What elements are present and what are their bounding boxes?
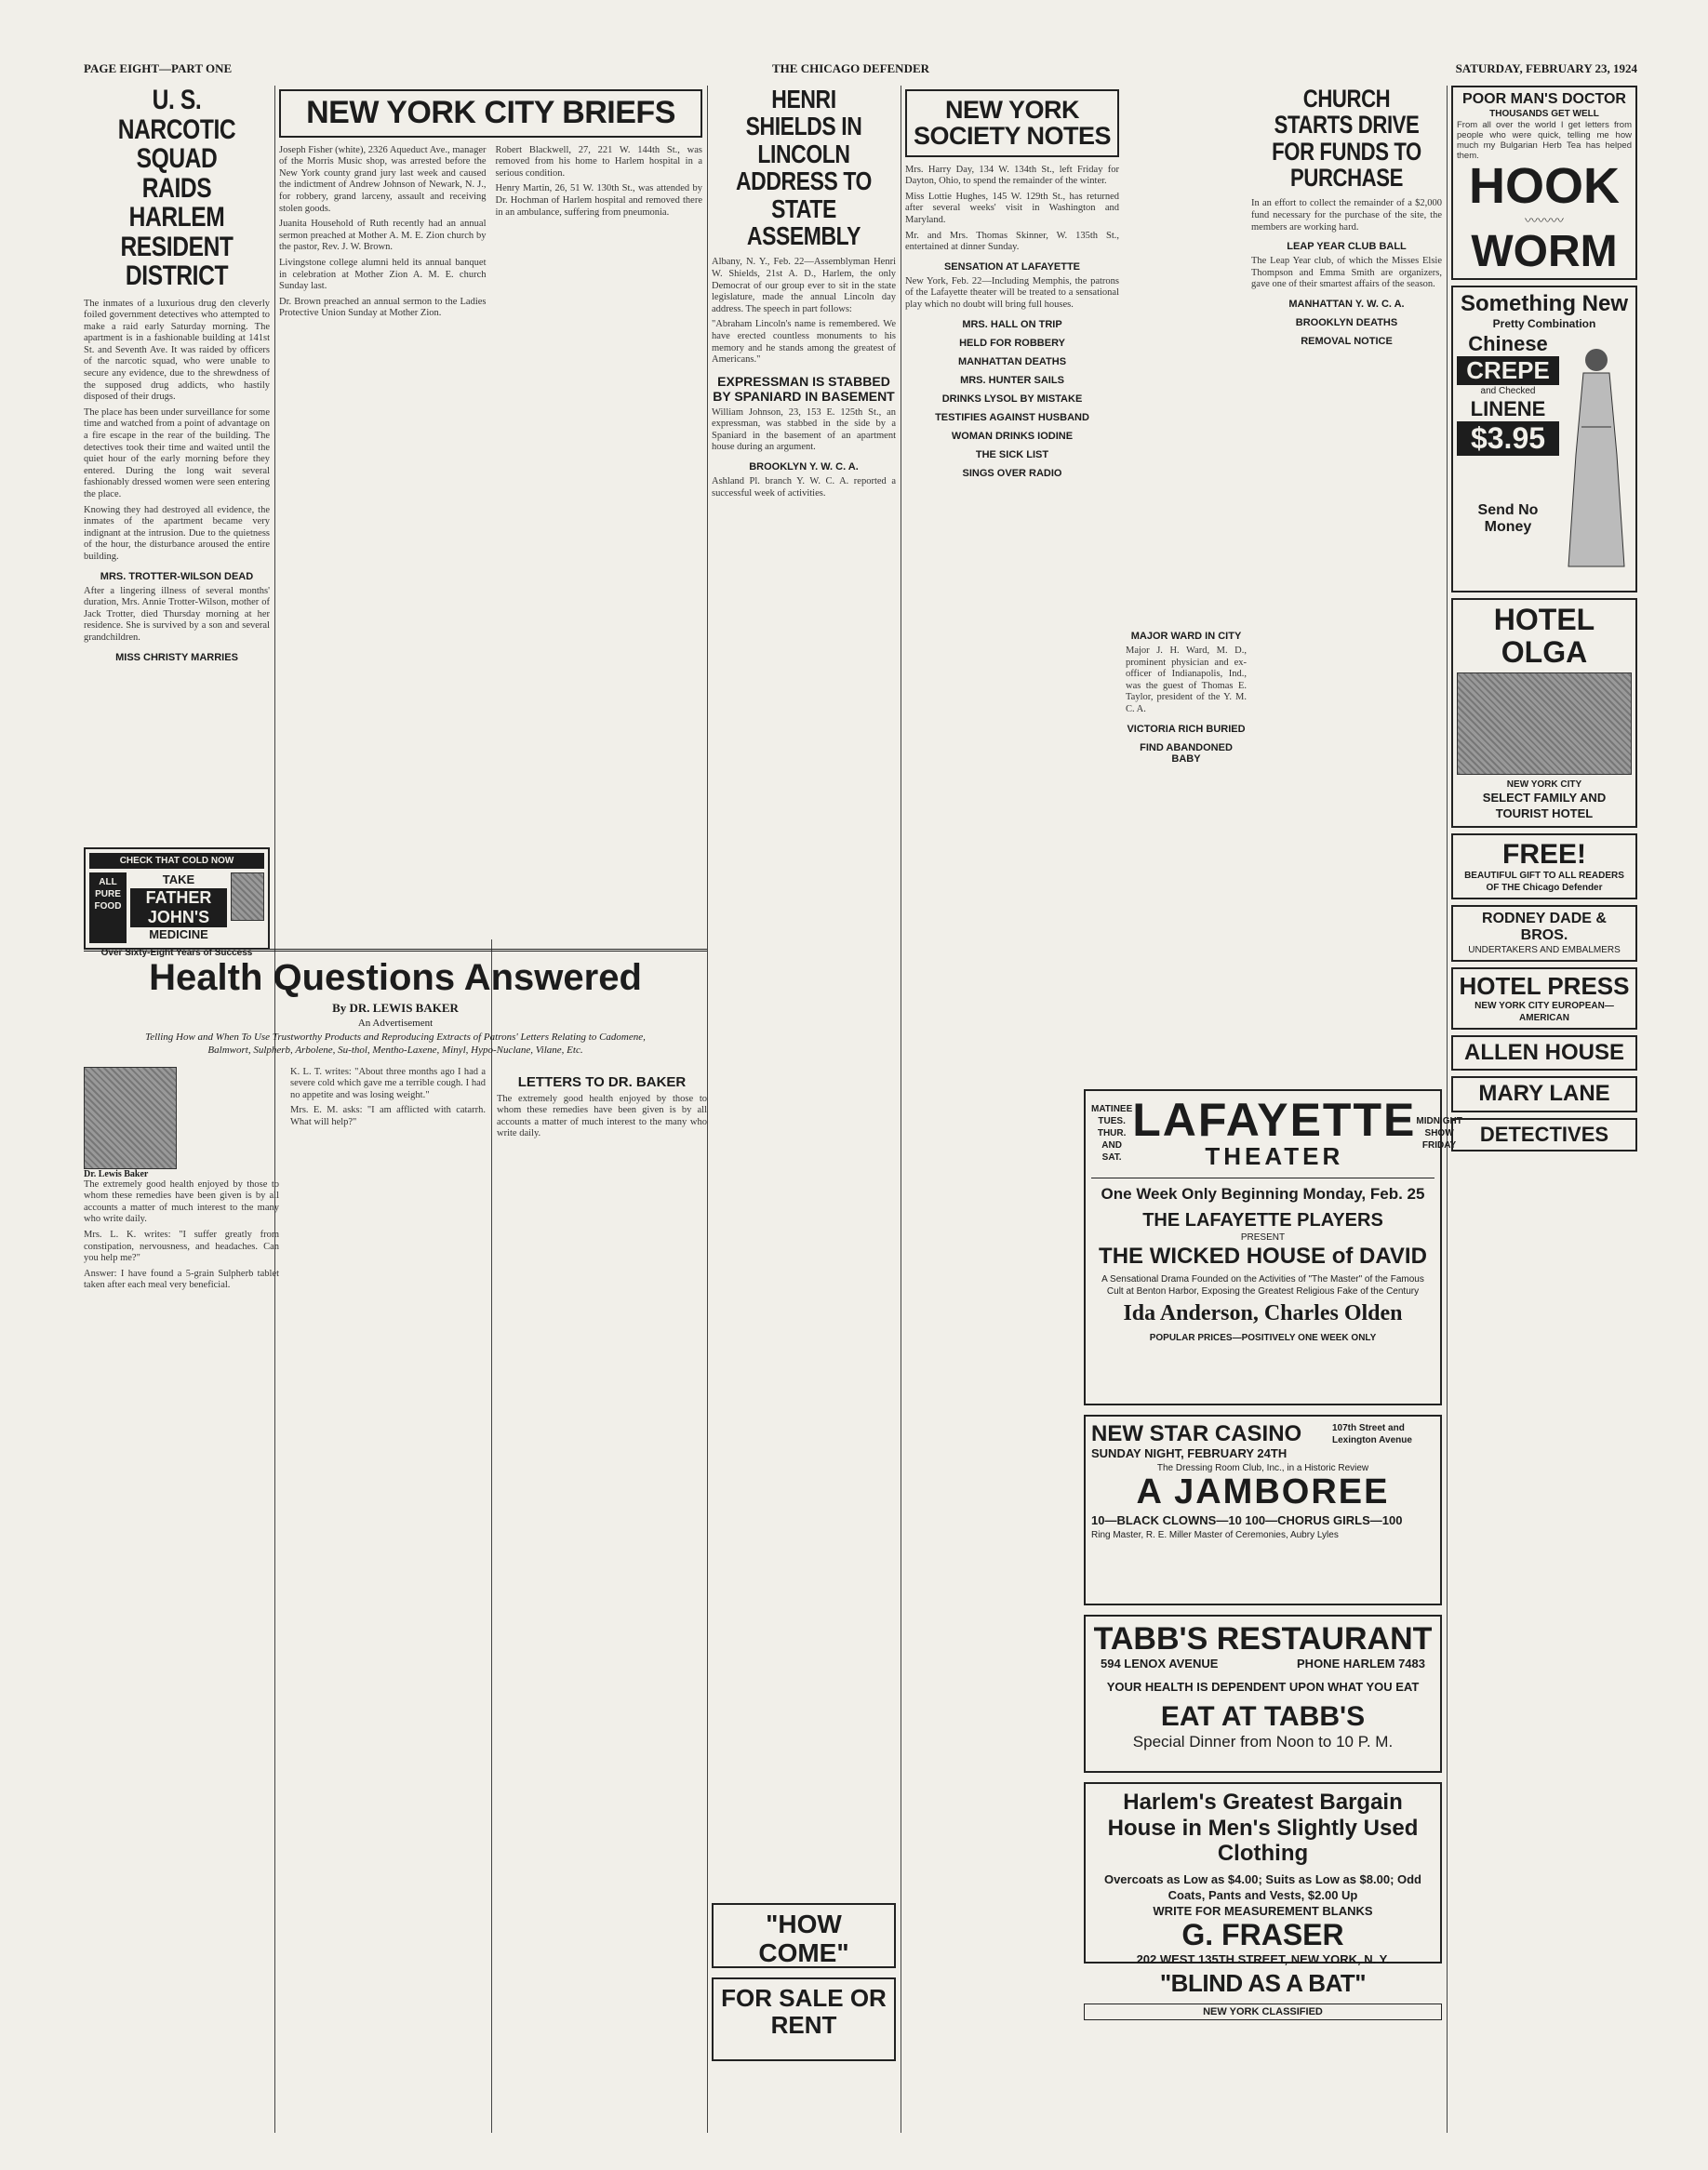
doctor-portrait xyxy=(84,1067,177,1169)
article-text: Mrs. L. K. writes: "I suffer greatly from constipation, nervousness, and headaches. Can you help me?" xyxy=(84,1229,279,1264)
subhead: MANHATTAN Y. W. C. A. xyxy=(1288,298,1405,310)
subhead: WOMAN DRINKS IODINE xyxy=(951,430,1074,442)
subhead: TESTIFIES AGAINST HUSBAND xyxy=(935,411,1089,423)
hotel-sub: SELECT FAMILY AND TOURIST HOTEL xyxy=(1482,791,1607,821)
midnight-info: MIDNIGHT SHOW FRIDAY xyxy=(1416,1115,1462,1151)
ad-text: Send No Money xyxy=(1477,501,1539,535)
box-title: "HOW COME" xyxy=(758,1910,849,1967)
restaurant-special: Special Dinner from Noon to 10 P. M. xyxy=(1132,1733,1394,1751)
subhead: HELD FOR ROBBERY xyxy=(959,337,1065,349)
how-come-box xyxy=(712,1903,896,1968)
article-text: In an effort to collect the remainder of a $2,000 fund necessary for the purchase of the site, the members are working hard. xyxy=(1251,198,1442,233)
article-text: "Abraham Lincoln's name is remembered. We have erected countless monuments to his memory and he stands among the greatest of Americans." xyxy=(712,319,896,366)
subhead: VICTORIA RICH BURIED xyxy=(1127,723,1246,735)
ad-title: POOR MAN'S DOCTOR xyxy=(1462,91,1626,107)
column-rule xyxy=(1447,86,1448,2133)
fraser-prices: Overcoats as Low as $4.00; Suits as Low as $8.00; Odd Coats, Pants and Vests, $2.00 Up xyxy=(1103,1871,1422,1902)
subhead: MRS. TROTTER-WILSON DEAD xyxy=(100,570,254,582)
star-casino-ad xyxy=(1084,1415,1442,1605)
blind-as-a-bat-headline: "BLIND AS A BAT" xyxy=(1159,1969,1367,1997)
allen-house-ad xyxy=(1451,1035,1637,1071)
ad-body: From all over the world I get letters from people who were quick, telling me how much my Bulgarian Herb Tea has helped them. xyxy=(1457,120,1632,161)
fraser-name: G. FRASER xyxy=(1181,1918,1344,1952)
headline-nyc-briefs: NEW YORK CITY BRIEFS xyxy=(279,89,702,138)
column-6 xyxy=(1251,86,1442,1062)
hotel-name: HOTEL OLGA xyxy=(1493,603,1595,670)
subhead: REMOVAL NOTICE xyxy=(1301,335,1393,347)
column-5-lower xyxy=(905,1414,1077,2133)
subhead: MANHATTAN DEATHS xyxy=(957,355,1067,367)
subhead: THE SICK LIST xyxy=(975,448,1049,460)
hook-word: HOOK xyxy=(1469,158,1620,214)
ad-text: Pretty Combination xyxy=(1492,317,1596,330)
health-questions-section xyxy=(84,949,707,2130)
ad-text: LINENE xyxy=(1470,396,1546,420)
masthead xyxy=(84,61,1637,86)
page-label: PAGE EIGHT—PART ONE xyxy=(84,61,233,75)
casino-presents: The Dressing Room Club, Inc., in a Historic Review xyxy=(1156,1463,1369,1474)
ad-text: UNDERTAKERS AND EMBALMERS xyxy=(1468,945,1621,956)
column-3 xyxy=(712,86,896,2133)
article-text: William Johnson, 23, 153 E. 125th St., an expressman, was stabbed in the side by a Spaniard in the basement of an apartment house during an argument. xyxy=(712,406,896,453)
subhead: DRINKS LYSOL BY MISTAKE xyxy=(941,393,1083,405)
article-text: Miss Lottie Hughes, 145 W. 129th St., has returned after several weeks' visit in Washington and Maryland. xyxy=(905,191,1119,226)
headline-shields: HENRI SHIELDS IN LINCOLN ADDRESS TO STATE ASSEMBLY xyxy=(735,86,873,250)
subhead: MRS. HALL ON TRIP xyxy=(962,318,1062,330)
ad-text: Chinese xyxy=(1468,331,1548,355)
ad-text: CREPE xyxy=(1457,356,1559,385)
run-dates: One Week Only Beginning Monday, Feb. 25 xyxy=(1091,1178,1434,1205)
article-text: Dr. Brown preached an annual sermon to the Ladies Protective Union Sunday at Mother Zion. xyxy=(279,296,487,319)
subhead: MRS. HUNTER SAILS xyxy=(960,374,1064,386)
column-7 xyxy=(1451,86,1637,2133)
present-label: PRESENT xyxy=(1240,1231,1286,1243)
theater-label: THEATER xyxy=(1205,1142,1344,1170)
classified-heading: NEW YORK CLASSIFIED xyxy=(1084,2004,1442,2020)
restaurant-eat: EAT AT TABB'S xyxy=(1160,1701,1366,1733)
prices: POPULAR PRICES—POSITIVELY ONE WEEK ONLY xyxy=(1149,1332,1377,1343)
lower-news xyxy=(1084,1967,1442,2125)
article-text: Joseph Fisher (white), 2326 Aqueduct Ave., manager of the Morris Music shop, was arrested before the New York county grand jury last week and caused the indictment of Andrew Johnson of Newark, N. J., for robbery, grand larceny, assault and receiving stolen goods. xyxy=(279,144,487,214)
article-text: The extremely good health enjoyed by those to whom these remedies have been given is by all accounts a matter of much interest to the many who write daily. xyxy=(84,1178,279,1225)
restaurant-name: TABB'S RESTAURANT xyxy=(1093,1621,1433,1657)
letters-heading: LETTERS TO DR. BAKER xyxy=(517,1073,687,1090)
play-title: THE WICKED HOUSE of DAVID xyxy=(1099,1243,1427,1269)
ad-text: Over Sixty-Eight Years of Success xyxy=(100,947,253,958)
article-text: The extremely good health enjoyed by those to whom these remedies have been given is by all accounts a matter of much interest to the many who write daily. xyxy=(497,1093,707,1139)
column-1 xyxy=(84,86,270,923)
ad-text: CHECK THAT COLD NOW xyxy=(89,853,264,869)
article-text: Answer: I have found a 5-grain Sulpherb tablet taken after each meal very beneficial. xyxy=(84,1268,279,1291)
chinese-crepe-ad xyxy=(1451,286,1637,592)
casino-name: NEW STAR CASINO xyxy=(1091,1421,1302,1446)
article-text: The place has been under surveillance for some time and watched from a point of advantage on a fire escape in the rear of the building. The detectives took their time and waited until the quiet hour of the early morning before they entered. During the long wait several fashionably dressed women were seen entering the place. xyxy=(84,406,270,499)
lafayette-theater-ad xyxy=(1084,1089,1462,1405)
article-text: Mr. and Mrs. Thomas Skinner, W. 135th St., entertained at dinner Sunday. xyxy=(905,230,1119,253)
subhead: FIND ABANDONED BABY xyxy=(1140,741,1233,765)
tabbs-restaurant-ad xyxy=(1084,1615,1442,1773)
article-text: Knowing they had destroyed all evidence, the inmates of the apartment became very indignant at the intrusion. Due to the quietness of the hour, the disturbance aroused the entire building. xyxy=(84,504,270,562)
subhead: SENSATION AT LAFAYETTE xyxy=(943,260,1081,273)
article-text: Livingstone college alumni held its annual banquet in celebration at Mother Zion A. M. E. church Sunday last. xyxy=(279,258,487,292)
free-sub: BEAUTIFUL GIFT TO ALL READERS OF THE Chicago Defender xyxy=(1464,871,1624,894)
article-text: K. L. T. writes: "About three months ago I had a severe cold which gave me a terrible cough. I had no appetite and was losing weight." xyxy=(290,1066,486,1100)
detectives-ad xyxy=(1451,1118,1637,1152)
health-byline: By DR. LEWIS BAKER xyxy=(332,1001,459,1015)
poor-mans-doctor-ad xyxy=(1451,86,1637,280)
paper-name: THE CHICAGO DEFENDER xyxy=(772,61,930,75)
worm-icon: 〰〰〰 xyxy=(1525,213,1564,228)
ad-brand: FATHER JOHN'S xyxy=(130,888,227,927)
bottle-image xyxy=(231,872,264,921)
stars: Ida Anderson, Charles Olden xyxy=(1123,1300,1403,1325)
subhead: MAJOR WARD IN CITY xyxy=(1130,631,1242,642)
free-gift-ad xyxy=(1451,833,1637,899)
box-title: FOR SALE OR RENT xyxy=(721,1984,887,2039)
article-text: Mrs. Harry Day, 134 W. 134th St., left Friday for Dayton, Ohio, to spend the remainder of the winter. xyxy=(905,164,1119,187)
fraser-clothing-ad xyxy=(1084,1782,1442,1964)
article-text: Robert Blackwell, 27, 221 W. 144th St., was removed from his home to Harlem hospital in a serious condition. xyxy=(495,144,702,179)
ad-text: ALL PURE FOOD xyxy=(89,872,127,943)
restaurant-tagline: YOUR HEALTH IS DEPENDENT UPON WHAT YOU EAT xyxy=(1106,1680,1420,1695)
ad-title: RODNEY DADE & BROS. xyxy=(1482,911,1607,944)
ad-title: MARY LANE xyxy=(1478,1081,1610,1107)
subhead: MISS CHRISTY MARRIES xyxy=(115,651,238,663)
hotel-olga-ad xyxy=(1451,598,1637,828)
ad-title: ALLEN HOUSE xyxy=(1463,1039,1624,1065)
hotel-press-ad xyxy=(1451,967,1637,1030)
article-text: The Leap Year club, of which the Misses Elsie Thompson and Emma Smith are organizers, gave one of their smartest affairs of the season. xyxy=(1251,256,1442,290)
fraser-address: 202 WEST 135TH STREET, NEW YORK, N. Y. xyxy=(1136,1951,1390,1966)
ad-title: DETECTIVES xyxy=(1479,1122,1609,1146)
article-text: Mrs. E. M. asks: "I am afflicted with catarrh. What will help?" xyxy=(290,1105,486,1127)
dress-figure-icon xyxy=(1563,343,1630,576)
free-title: FREE! xyxy=(1502,839,1586,871)
players: THE LAFAYETTE PLAYERS xyxy=(1142,1209,1383,1231)
hotel-city: NEW YORK CITY xyxy=(1506,779,1582,791)
restaurant-phone: PHONE HARLEM 7483 xyxy=(1297,1657,1425,1671)
ad-text: MEDICINE xyxy=(149,926,208,941)
article-text: Major J. H. Ward, M. D., prominent physician and ex-officer of Indianapolis, Ind., was the guest of Thomas E. Taylor, president of the Y. M. C. A. xyxy=(1126,646,1247,714)
article-text: New York, Feb. 22—Including Memphis, the patrons of the Lafayette theater will be treated to a sensational play which no doubt will bring full houses. xyxy=(905,275,1119,311)
subhead: SINGS OVER RADIO xyxy=(962,467,1062,479)
headline-society-notes: NEW YORK SOCIETY NOTES xyxy=(905,89,1119,157)
father-johns-ad xyxy=(84,847,270,958)
article-text: Ashland Pl. branch Y. W. C. A. reported a successful week of activities. xyxy=(712,476,896,499)
article-text: Henry Martin, 26, 51 W. 130th St., was attended by Dr. Hochman of Harlem hospital and removed there in an ambulance, suffering from pneumonia. xyxy=(495,183,702,218)
casino-masters: Ring Master, R. E. Miller Master of Ceremonies, Aubry Lyles xyxy=(1091,1530,1339,1541)
article-text: Juanita Household of Ruth recently had an annual sermon preached at Mother A. M. E. Zion church by the pastor, Rev. J. W. Brown. xyxy=(279,219,487,253)
ad-title: Something New xyxy=(1460,291,1628,316)
ad-text: NEW YORK CITY EUROPEAN—AMERICAN xyxy=(1474,1000,1614,1023)
column-5 xyxy=(1126,86,1247,1072)
headline-church-drive: CHURCH STARTS DRIVE FOR FUNDS TO PURCHASE xyxy=(1272,86,1421,193)
issue-date: SATURDAY, FEBRUARY 23, 1924 xyxy=(1455,61,1637,75)
ad-text: and Checked xyxy=(1480,385,1536,396)
fraser-title: Harlem's Greatest Bargain House in Men's Slightly Used Clothing xyxy=(1107,1790,1419,1867)
matinee-info: MATINEE TUES. THUR. AND SAT. xyxy=(1091,1103,1133,1163)
casino-date: SUNDAY NIGHT, FEBRUARY 24TH xyxy=(1091,1446,1288,1461)
play-description: A Sensational Drama Founded on the Activities of "The Master" of the Famous Cult at Benton Harbor, Exposing the Greatest Religious Fake of the Century xyxy=(1101,1273,1424,1297)
price-tag: $3.95 xyxy=(1457,421,1559,456)
article-text: The inmates of a luxurious drug den cleverly foiled government detectives who attempted to make a raid early Saturday morning. The apartment is in a fashionable building at 141st St. and Seventh Ave. It was raided by officers of the narcotic squad, who were unable to secure any evidence, due to the shrewdness of the supposed drug addicts, who hastily disposed of their drugs. xyxy=(84,298,270,403)
ad-text: TAKE xyxy=(162,872,195,886)
photo-caption: Dr. Lewis Baker xyxy=(84,1168,149,1179)
for-sale-box xyxy=(712,1977,896,2061)
health-title: Health Questions Answered xyxy=(149,957,642,998)
theater-name: LAFAYETTE xyxy=(1132,1094,1417,1146)
casino-event: A JAMBOREE xyxy=(1136,1472,1390,1512)
casino-acts: 10—BLACK CLOWNS—10 100—CHORUS GIRLS—100 xyxy=(1091,1513,1403,1528)
rodney-dade-ad xyxy=(1451,905,1637,962)
ad-subtitle: THOUSANDS GET WELL xyxy=(1489,109,1599,119)
article-text: Albany, N. Y., Feb. 22—Assemblyman Henri W. Shields, 21st A. D., Harlem, the only Democrat of our group ever to sit in the state legislature, made the annual Lincoln day address. The speech in part follows: xyxy=(712,257,896,314)
article-text: After a lingering illness of several months' duration, Mrs. Annie Trotter-Wilson, mother of Jack Trotter, died Thursday morning at her residence. She is survived by a son and several grandchildren. xyxy=(84,585,270,643)
hotel-building-image xyxy=(1457,672,1632,775)
ad-title: HOTEL PRESS xyxy=(1459,972,1630,1001)
mary-lane-ad xyxy=(1451,1076,1637,1112)
headline-narcotic: U. S. NARCOTIC SQUAD RAIDS HARLEM RESIDENT DISTRICT xyxy=(117,86,236,291)
subhead: BROOKLYN Y. W. C. A. xyxy=(749,461,859,473)
health-description: Telling How and When To Use Trustworthy Products and Reproducing Extracts of Patrons' Letters Relating to Cadomene, Balmwort, Sulpherb, Arbolene, Su-thol, Mentho-Laxene, Minyl, Hypo-Nuclane, Vilane, Etc. xyxy=(145,1032,646,1057)
subhead: BROOKLYN DEATHS xyxy=(1295,316,1398,328)
restaurant-address: 594 LENOX AVENUE xyxy=(1101,1657,1219,1671)
fraser-write: WRITE FOR MEASUREMENT BLANKS xyxy=(1153,1903,1373,1918)
column-rule xyxy=(707,86,708,2133)
subhead: EXPRESSMAN IS STABBED BY SPANIARD IN BASEMENT xyxy=(713,373,895,404)
health-ad-line: An Advertisement xyxy=(357,1018,434,1029)
worm-word: WORM xyxy=(1471,227,1618,276)
subhead: LEAP YEAR CLUB BALL xyxy=(1287,241,1407,253)
column-2 xyxy=(279,86,702,937)
casino-location: 107th Street and Lexington Avenue xyxy=(1332,1423,1412,1445)
